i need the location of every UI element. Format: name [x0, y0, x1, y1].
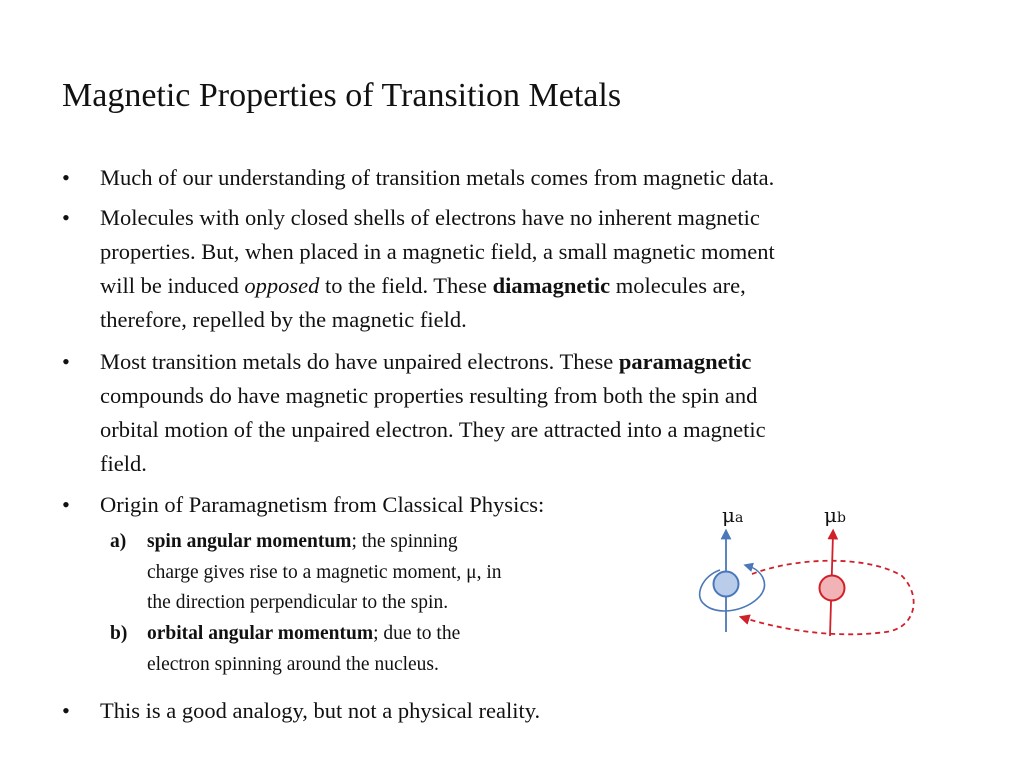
- bullet-text: This is a good analogy, but not a physical reality.: [100, 698, 541, 723]
- text-run: molecules are,: [610, 273, 746, 298]
- bullet-line: [100, 269, 960, 303]
- bullet-text: Much of our understanding of transition metals comes from magnetic data.: [100, 165, 775, 190]
- mu-a-symbol: μ: [722, 503, 735, 527]
- sub-item-line: charge gives rise to a magnetic moment, μ, in: [147, 561, 502, 583]
- nucleus-b-icon: [820, 576, 845, 601]
- term-paramagnetic: paramagnetic: [618, 349, 752, 374]
- sub-item-marker: b): [110, 623, 128, 644]
- sub-item-text: [147, 619, 587, 680]
- bullet-marker: •: [62, 205, 70, 230]
- text-run: ; due to the: [373, 623, 461, 644]
- bullet-line: field.: [100, 451, 147, 476]
- sub-item-line: [147, 527, 587, 558]
- sub-item-line: the direction perpendicular to the spin.: [147, 592, 449, 613]
- slide-title: Magnetic Properties of Transition Metals: [62, 77, 622, 114]
- term-spin-angular-momentum: spin angular momentum: [147, 531, 352, 552]
- text-run: ; the spinning: [351, 531, 458, 552]
- bullet-text: Origin of Paramagnetism from Classical Physics:: [100, 492, 545, 517]
- paramagnetism-diagram: [690, 500, 930, 650]
- sub-item-line: electron spinning around the nucleus.: [147, 653, 439, 675]
- mu-b-subscript: b: [837, 510, 846, 526]
- bullet-marker: •: [62, 349, 70, 374]
- bullet-line: Molecules with only closed shells of electrons have no inherent magnetic: [100, 205, 760, 230]
- sub-item-text: [147, 527, 587, 619]
- bullet-marker: •: [62, 492, 70, 517]
- bullet-text: [100, 345, 960, 481]
- bullet-line: compounds do have magnetic properties resulting from both the spin and: [100, 383, 758, 408]
- bullet-marker: •: [62, 165, 70, 190]
- term-orbital-angular-momentum: orbital angular momentum: [147, 623, 374, 644]
- text-run: to the field. These: [319, 273, 493, 298]
- bullet-line: therefore, repelled by the magnetic field.: [100, 307, 467, 332]
- text-run: Most transition metals do have unpaired electrons. These: [100, 349, 619, 374]
- bullet-line: properties. But, when placed in a magnetic field, a small magnetic moment: [100, 239, 775, 264]
- text-run: will be induced: [100, 273, 245, 298]
- electron-a-icon: [714, 572, 739, 597]
- mu-a-label: [722, 503, 743, 527]
- sub-item-marker: a): [110, 531, 127, 552]
- mu-b-symbol: μ: [824, 503, 837, 527]
- mu-b-label: [824, 503, 846, 527]
- sub-item-line: [147, 619, 587, 650]
- term-diamagnetic: diamagnetic: [492, 273, 611, 298]
- bullet-text: [100, 201, 960, 337]
- emphasis-opposed: opposed: [244, 273, 320, 298]
- mu-a-subscript: a: [735, 510, 744, 526]
- bullet-line: [100, 345, 960, 379]
- bullet-line: orbital motion of the unpaired electron. They are attracted into a magnetic: [100, 417, 766, 442]
- bullet-marker: •: [62, 698, 70, 723]
